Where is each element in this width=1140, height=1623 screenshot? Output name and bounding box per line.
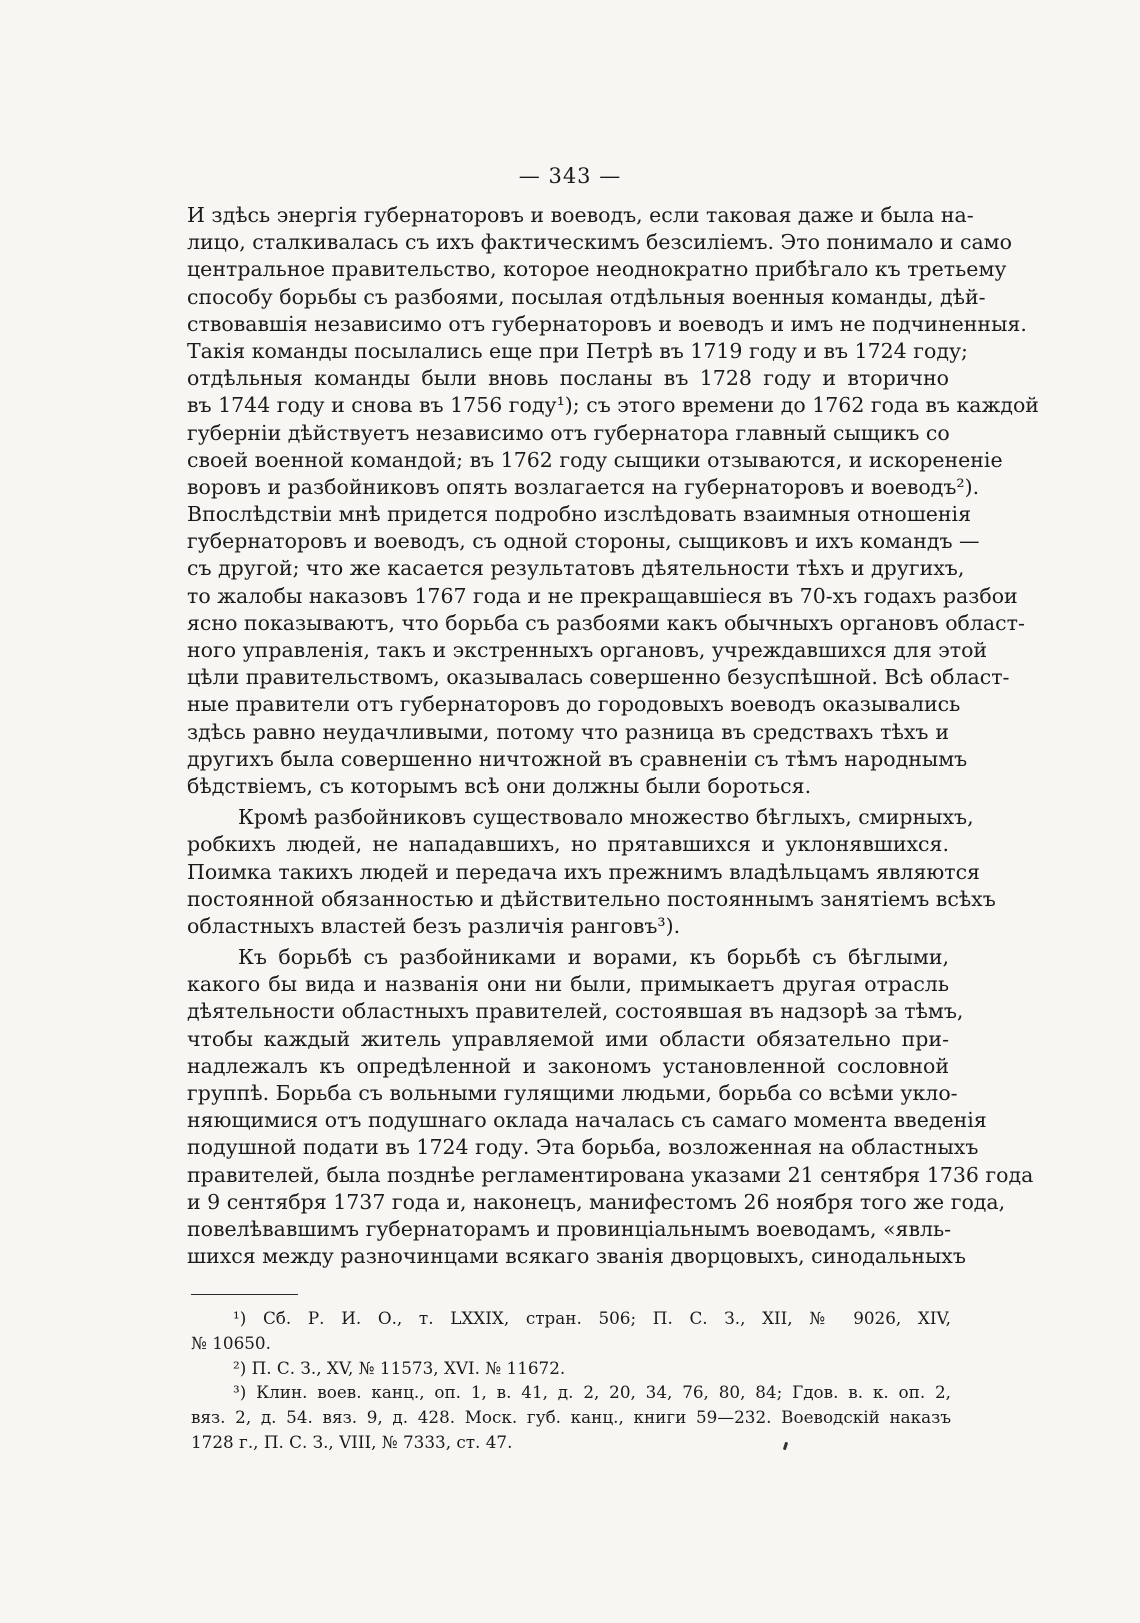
- text-line: здѣсь равно неудачливыми, потому что разница въ средствахъ тѣхъ и: [187, 719, 949, 744]
- text-line: съ другой; что же касается результатовъ дѣятельности тѣхъ и другихъ,: [187, 556, 965, 581]
- body-text: [187, 202, 1039, 1274]
- text-line: Такія команды посылались еще при Петрѣ въ 1719 году и въ 1724 году;: [187, 338, 968, 363]
- text-line: шихся между разночинцами всякаго званія дворцовыхъ, синодальныхъ: [187, 1244, 966, 1269]
- text-line: то жалобы наказовъ 1767 года и не прекращавшіеся въ 70-хъ годахъ разбои: [187, 583, 1018, 608]
- text-line: ные правители отъ губернаторовъ до городовыхъ воеводъ оказывались: [187, 692, 961, 717]
- text-line: дѣятельности областныхъ правителей, состоявшая въ надзорѣ за тѣмъ,: [187, 999, 964, 1024]
- text-line: правителей, была позднѣе регламентирована указами 21 сентября 1736 года: [187, 1162, 1034, 1187]
- footnote-line: вяз. 2, д. 54. вяз. 9, д. 428. Моск. губ. канц., книги 59—232. Воеводскій наказъ: [191, 1407, 951, 1428]
- text-line: отдѣльныя команды были вновь посланы въ 1728 году и вторично: [187, 366, 949, 391]
- footnote-line: ¹) Сб. Р. И. О., т. LXXIX, стран. 506; П. С. З., XII, № 9026, XIV,: [233, 1308, 951, 1328]
- text-line: И здѣсь энергія губернаторовъ и воеводъ, если таковая даже и была на-: [187, 203, 974, 227]
- text-line: няющимися отъ подушнаго оклада началась съ самаго момента введенія: [187, 1108, 987, 1133]
- text-line: Впослѣдствіи мнѣ придется подробно изслѣдовать взаимныя отношенія: [187, 502, 972, 527]
- text-line: ствовавшія независимо отъ губернаторовъ и воеводъ и имъ не подчиненныя.: [187, 311, 1027, 336]
- footnote-line: № 10650.: [191, 1332, 271, 1353]
- text-line: какого бы вида и названія они ни были, примыкаетъ другая отрасль: [187, 972, 949, 997]
- text-line: центральное правительство, которое неоднократно прибѣгало къ третьему: [187, 257, 1007, 282]
- paragraph-2: [187, 804, 996, 940]
- text-line: бѣдствіемъ, съ которымъ всѣ они должны были бороться.: [187, 773, 812, 798]
- text-line: другихъ была совершенно ничтожной въ сравненіи съ тѣмъ народнымъ: [187, 746, 968, 771]
- text-line: повелѣвавшимъ губернаторамъ и провинціальнымъ воеводамъ, «явль-: [187, 1216, 952, 1241]
- text-line: Кромѣ разбойниковъ существовало множество бѣглыхъ, смирныхъ,: [238, 805, 974, 830]
- text-line: ясно показываютъ, что борьба съ разбоями какъ обычныхъ органовъ област-: [187, 610, 1025, 635]
- text-line: и 9 сентября 1737 года и, наконецъ, манифестомъ 26 ноября того же года,: [187, 1189, 1006, 1214]
- text-line: Къ борьбѣ съ разбойниками и ворами, къ борьбѣ съ бѣглыми,: [238, 945, 949, 970]
- footnote-line: 1728 г., П. С. З., VIII, № 7333, ст. 47.: [191, 1431, 513, 1452]
- text-line: подушной подати въ 1724 году. Эта борьба, возложенная на областныхъ: [187, 1135, 979, 1160]
- text-line: губернаторовъ и воеводъ, съ одной стороны, сыщиковъ и ихъ командъ —: [187, 529, 980, 554]
- footnote-divider: [191, 1294, 298, 1295]
- footnote-2: [191, 1356, 951, 1381]
- text-line: лицо, сталкивалась съ ихъ фактическимъ безсиліемъ. Это понимало и само: [187, 230, 1012, 255]
- text-line: способу борьбы съ разбоями, посылая отдѣльныя военныя команды, дѣй-: [187, 284, 986, 309]
- text-line: робкихъ людей, не нападавшихъ, но прятавшихся и уклонявшихся.: [187, 832, 949, 857]
- paragraph-3: [187, 944, 1034, 1270]
- text-line: чтобы каждый житель управляемой ими области обязательно при-: [187, 1026, 949, 1051]
- text-line: въ 1744 году и снова въ 1756 году¹); съ этого времени до 1762 года въ каждой: [187, 393, 1039, 418]
- paragraph-1: [187, 202, 1039, 800]
- footnotes: [191, 1306, 951, 1455]
- footnote-line: ³) Клин. воев. канц., оп. 1, в. 41, д. 2, 20, 34, 76, 80, 84; Гдов. в. к. оп. 2,: [233, 1382, 951, 1403]
- text-line: воровъ и разбойниковъ опять возлагается на губернаторовъ и воеводъ²).: [187, 474, 980, 499]
- text-line: губерніи дѣйствуетъ независимо отъ губернатора главный сыщикъ со: [187, 420, 950, 445]
- text-line: надлежалъ къ опредѣленной и закономъ установленной сословной: [187, 1053, 949, 1078]
- text-line: цѣли правительствомъ, оказывалась совершенно безуспѣшной. Всѣ област-: [187, 665, 1010, 690]
- page-number: — 343 —: [518, 164, 622, 188]
- text-line: своей военной командой; въ 1762 году сыщики отзываются, и искорененіе: [187, 447, 1003, 472]
- footnote-3: [191, 1380, 951, 1454]
- text-line: Поимка такихъ людей и передача ихъ прежнимъ владѣльцамъ являются: [187, 859, 980, 884]
- footnote-line: ²) П. С. З., XV, № 11573, XVI. № 11672.: [233, 1357, 566, 1378]
- text-line: постоянной обязанностью и дѣйствительно постояннымъ занятіемъ всѣхъ: [187, 886, 996, 911]
- text-line: областныхъ властей безъ различія ранговъ³).: [187, 913, 681, 938]
- text-line: группѣ. Борьба съ вольными гулящими людьми, борьба со всѣми укло-: [187, 1081, 958, 1105]
- footnote-1: [191, 1306, 951, 1356]
- text-line: ного управленія, такъ и экстренныхъ органовъ, учреждавшихся для этой: [187, 638, 988, 662]
